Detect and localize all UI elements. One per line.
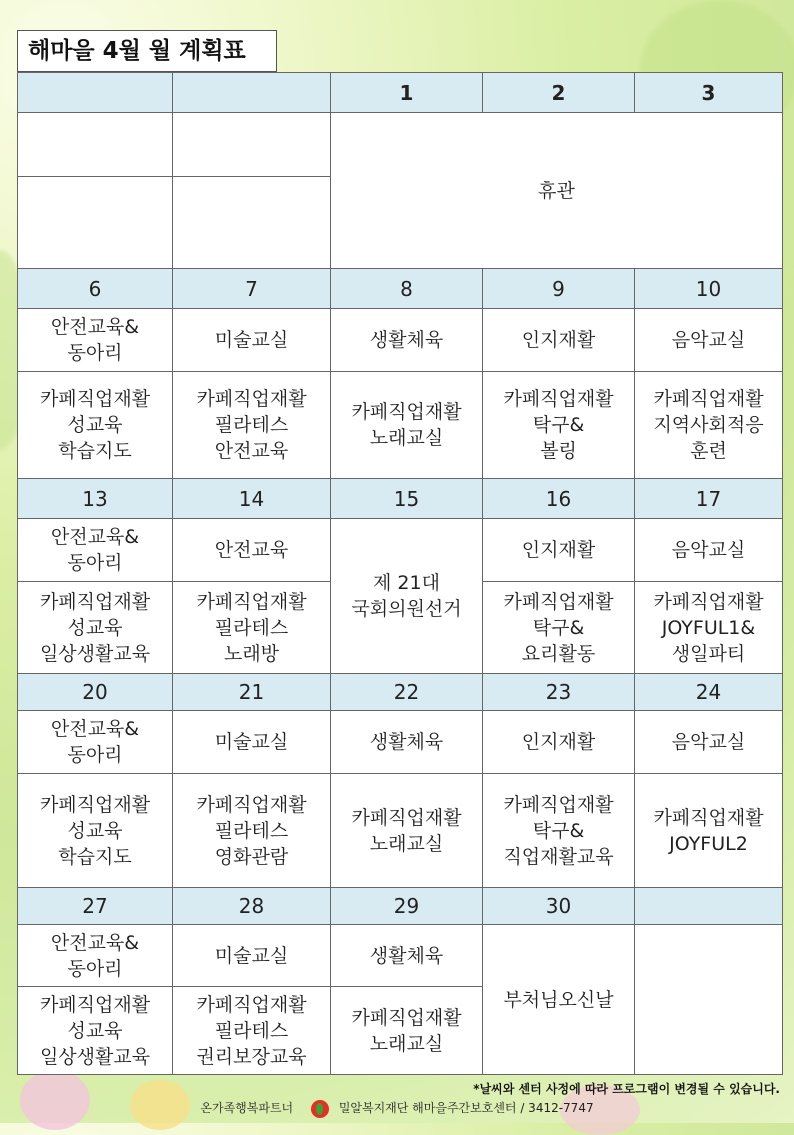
schedule-cell: 음악교실 xyxy=(635,519,783,582)
closed-cell: 휴관 xyxy=(331,113,783,269)
schedule-cell: 안전교육& 동아리 xyxy=(18,309,173,372)
date-cell: 3 xyxy=(635,73,783,113)
schedule-cell: 카페직업재활 필라테스 안전교육 xyxy=(173,372,331,479)
schedule-cell: 음악교실 xyxy=(635,711,783,774)
date-cell: 28 xyxy=(173,888,331,925)
date-cell: 29 xyxy=(331,888,483,925)
schedule-cell: 카페직업재활 필라테스 영화관람 xyxy=(173,774,331,888)
schedule-cell: 음악교실 xyxy=(635,309,783,372)
date-cell: 8 xyxy=(331,269,483,309)
date-row xyxy=(18,888,783,925)
monthly-schedule-table xyxy=(17,72,783,1075)
schedule-cell xyxy=(18,113,173,177)
schedule-cell: 카페직업재활 탁구& 요리활동 xyxy=(483,582,635,674)
schedule-cell: 카페직업재활 노래교실 xyxy=(331,372,483,479)
date-cell: 24 xyxy=(635,674,783,711)
date-cell: 21 xyxy=(173,674,331,711)
schedule-row xyxy=(18,372,783,479)
footer-contact: 밀알복지재단 해마을주간보호센터 / 3412-7747 xyxy=(338,1101,594,1115)
schedule-cell: 인지재활 xyxy=(483,711,635,774)
footer xyxy=(0,1099,794,1118)
date-cell: 17 xyxy=(635,479,783,519)
date-cell xyxy=(173,73,331,113)
schedule-cell xyxy=(18,177,173,269)
schedule-cell: 카페직업재활 성교육 학습지도 xyxy=(18,372,173,479)
schedule-cell: 안전교육 xyxy=(173,519,331,582)
date-row xyxy=(18,73,783,113)
schedule-cell: 카페직업재활 필라테스 권리보장교육 xyxy=(173,987,331,1075)
schedule-cell: 인지재활 xyxy=(483,309,635,372)
schedule-cell: 카페직업재활 JOYFUL2 xyxy=(635,774,783,888)
schedule-cell: 생활체육 xyxy=(331,925,483,987)
schedule-cell xyxy=(173,177,331,269)
schedule-cell: 카페직업재활 지역사회적응 훈련 xyxy=(635,372,783,479)
holiday-cell: 제 21대 국회의원선거 xyxy=(331,519,483,674)
schedule-cell: 미술교실 xyxy=(173,309,331,372)
schedule-cell xyxy=(173,113,331,177)
date-cell: 2 xyxy=(483,73,635,113)
date-cell: 1 xyxy=(331,73,483,113)
schedule-cell: 카페직업재활 성교육 일상생활교육 xyxy=(18,987,173,1075)
schedule-cell: 생활체육 xyxy=(331,309,483,372)
schedule-row xyxy=(18,774,783,888)
date-row xyxy=(18,269,783,309)
date-cell: 20 xyxy=(18,674,173,711)
schedule-row xyxy=(18,519,783,582)
holiday-date-cell: 30 xyxy=(483,888,635,925)
date-row xyxy=(18,479,783,519)
change-notice: *날씨와 센터 사정에 따라 프로그램이 변경될 수 있습니다. xyxy=(473,1082,780,1096)
date-cell: 23 xyxy=(483,674,635,711)
schedule-row xyxy=(18,309,783,372)
schedule-cell: 미술교실 xyxy=(173,925,331,987)
schedule-cell: 카페직업재활 노래교실 xyxy=(331,774,483,888)
date-cell xyxy=(635,888,783,925)
schedule-cell: 카페직업재활 노래교실 xyxy=(331,987,483,1075)
date-cell: 9 xyxy=(483,269,635,309)
date-cell: 27 xyxy=(18,888,173,925)
date-cell xyxy=(18,73,173,113)
schedule-row xyxy=(18,925,783,987)
date-cell: 10 xyxy=(635,269,783,309)
date-cell: 14 xyxy=(173,479,331,519)
date-cell: 6 xyxy=(18,269,173,309)
schedule-row xyxy=(18,711,783,774)
schedule-cell: 카페직업재활 성교육 학습지도 xyxy=(18,774,173,888)
schedule-cell: 미술교실 xyxy=(173,711,331,774)
schedule-cell: 안전교육& 동아리 xyxy=(18,925,173,987)
schedule-cell: 안전교육& 동아리 xyxy=(18,711,173,774)
date-cell: 16 xyxy=(483,479,635,519)
date-cell: 13 xyxy=(18,479,173,519)
schedule-cell: 카페직업재활 탁구& 볼링 xyxy=(483,372,635,479)
foundation-logo-icon xyxy=(311,1100,329,1118)
schedule-cell: 카페직업재활 탁구& 직업재활교육 xyxy=(483,774,635,888)
date-row xyxy=(18,674,783,711)
schedule-row xyxy=(18,113,783,177)
page-title: 해마을 4월 월 계획표 xyxy=(17,30,277,72)
schedule-cell: 안전교육& 동아리 xyxy=(18,519,173,582)
holiday-cell: 부처님오신날 xyxy=(483,925,635,1075)
date-cell: 22 xyxy=(331,674,483,711)
schedule-cell: 카페직업재활 성교육 일상생활교육 xyxy=(18,582,173,674)
schedule-cell: 카페직업재활 JOYFUL1& 생일파티 xyxy=(635,582,783,674)
date-cell: 7 xyxy=(173,269,331,309)
holiday-date-cell: 15 xyxy=(331,479,483,519)
footer-slogan: 온가족행복파트너 xyxy=(200,1101,294,1115)
schedule-cell: 생활체육 xyxy=(331,711,483,774)
empty-cell xyxy=(635,925,783,1075)
schedule-cell: 카페직업재활 필라테스 노래방 xyxy=(173,582,331,674)
schedule-cell: 인지재활 xyxy=(483,519,635,582)
